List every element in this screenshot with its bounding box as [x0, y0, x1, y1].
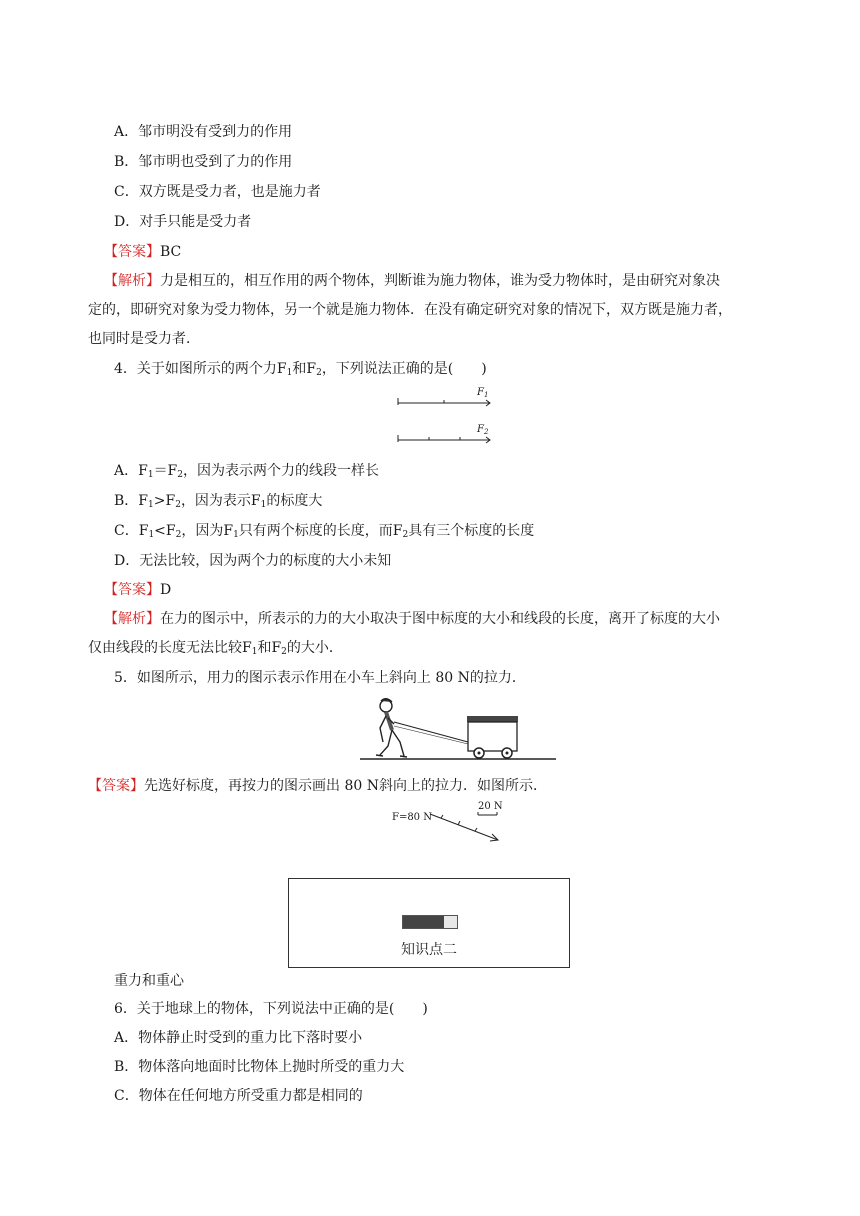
q5-answer — [88, 776, 547, 796]
answer-text: BC — [160, 244, 182, 260]
knowledge-point-box — [288, 878, 570, 968]
q3-option-c: C．双方既是受力者，也是施力者 — [114, 184, 321, 200]
answer-tag: 【答案】 — [104, 244, 160, 260]
q3-answer — [104, 242, 181, 262]
section-progress-badge — [402, 915, 458, 929]
q4-option-b: B．$F_1>F_2$，因为表示$F_1$的标度大 — [114, 493, 323, 510]
q3-analysis-line-3: 也同时是受力者． — [88, 331, 200, 347]
scale-label: 20 N — [478, 801, 503, 812]
q6-option-c: C．物体在任何地方所受重力都是相同的 — [114, 1088, 363, 1104]
q4-option-c: C．$F_1<F_2$，因为$F_1$只有两个标度的长度，而$F_2$具有三个标度的长度 — [114, 523, 535, 540]
section-progress-fill — [403, 916, 444, 928]
figure-label-f2: $F_2$ — [477, 424, 489, 436]
q4-option-a: A．$F_1=F_2$，因为表示两个力的线段一样长 — [114, 463, 380, 480]
analysis-tag: 【解析】 — [104, 273, 160, 289]
q6-stem: 6．关于地球上的物体，下列说法中正确的是( ) — [114, 1001, 428, 1017]
q4-analysis-line-2: 仅由线段的长度无法比较$F_1$和$F_2$的大小． — [88, 640, 343, 657]
q3-option-a: A．邹市明没有受到力的作用 — [114, 124, 293, 140]
section-title: 重力和重心 — [114, 973, 184, 989]
force-label: F=80 N — [392, 812, 432, 823]
q3-analysis-line-1: 【解析】力是相互的，相互作用的两个物体，判断谁为施力物体，谁为受力物体时，是由研究对象决 — [104, 273, 720, 289]
section-label: 知识点二 — [401, 942, 457, 958]
q6-option-a: A．物体静止时受到的重力比下落时要小 — [114, 1030, 363, 1046]
answer-text: D — [160, 582, 172, 598]
q6-option-b: B．物体落向地面时比物体上抛时所受的重力大 — [114, 1059, 405, 1075]
q4-option-d: D．无法比较，因为两个力的标度的大小未知 — [114, 553, 392, 569]
answer-tag: 【答案】 — [88, 778, 144, 794]
q3-option-b: B．邹市明也受到了力的作用 — [114, 154, 293, 170]
figure-label-f1: $F_1$ — [477, 387, 489, 399]
analysis-tag: 【解析】 — [104, 611, 160, 627]
q3-option-d: D．对手只能是受力者 — [114, 214, 252, 230]
q5-stem: 5．如图所示，用力的图示表示作用在小车上斜向上 80 N的拉力． — [114, 670, 526, 686]
answer-tag: 【答案】 — [104, 582, 160, 598]
q4-answer — [104, 580, 171, 600]
q4-analysis-line-1: 【解析】在力的图示中，所表示的力的大小取决于图中标度的大小和线段的长度，离开了标度的大小 — [104, 611, 720, 627]
q3-analysis-line-2: 定的，即研究对象为受力物体，另一个就是施力物体．在没有确定研究对象的情况下，双方既是施力者， — [88, 302, 732, 318]
answer-text: 先选好标度，再按力的图示画出 80 N斜向上的拉力．如图所示． — [144, 778, 547, 794]
q4-stem: 4．关于如图所示的两个力$F_1$和$F_2$，下列说法正确的是( ) — [114, 361, 487, 378]
